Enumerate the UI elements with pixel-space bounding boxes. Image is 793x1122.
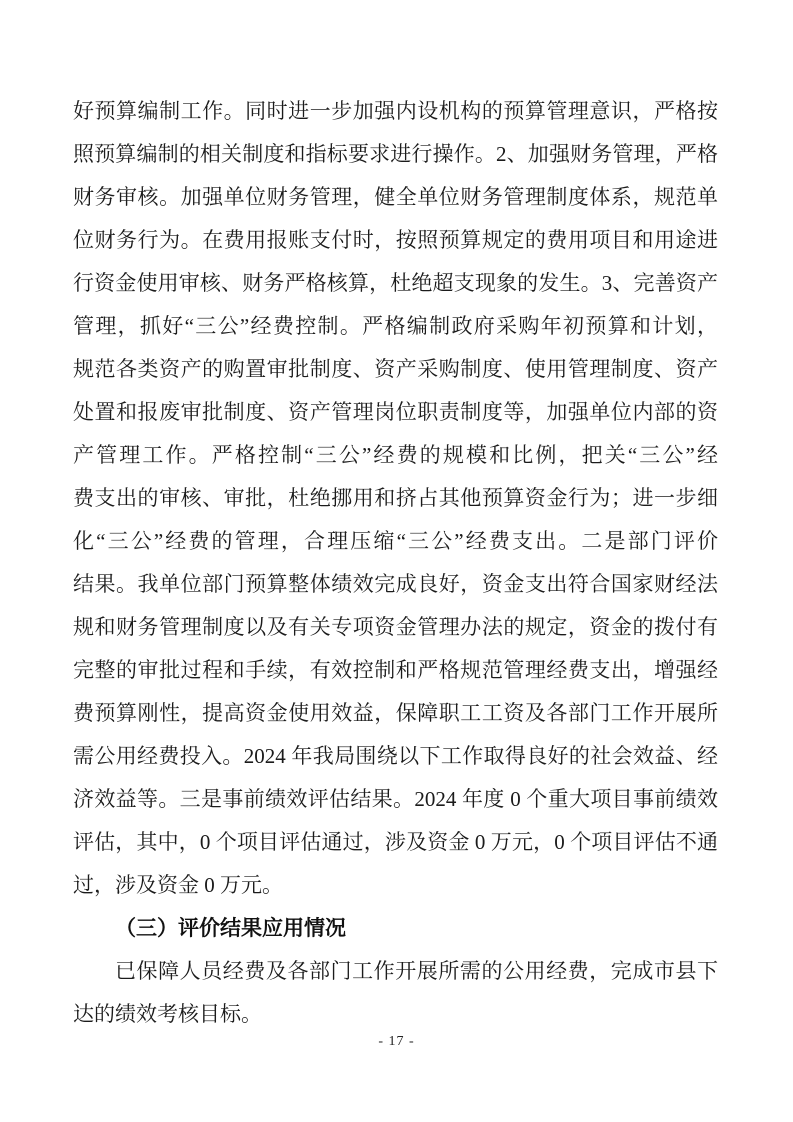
paragraph-line: 化“三公”经费的管理，合理压缩“三公”经费支出。二是部门评价 [73, 529, 718, 553]
paragraph-line: 完整的审批过程和手续，有效控制和严格规范管理经费支出，增强经 [73, 658, 718, 682]
paragraph-line: 结果。我单位部门预算整体绩效完成良好，资金支出符合国家财经法 [73, 572, 718, 596]
paragraph-line: 财务审核。加强单位财务管理，健全单位财务管理制度体系，规范单 [73, 185, 718, 209]
paragraph-line: 评估，其中，0 个项目评估通过，涉及资金 0 万元，0 个项目评估不通 [73, 830, 718, 854]
paragraph-line: 照预算编制的相关制度和指标要求进行操作。2、加强财务管理，严格 [73, 142, 718, 166]
text-block [73, 90, 718, 1036]
paragraph-line: 位财务行为。在费用报账支付时，按照预算规定的费用项目和用途进 [73, 228, 718, 252]
paragraph-line: 济效益等。三是事前绩效评估结果。2024 年度 0 个重大项目事前绩效 [73, 787, 718, 811]
section-heading: （三）评价结果应用情况 [115, 917, 346, 940]
paragraph-line: 好预算编制工作。同时进一步加强内设机构的预算管理意识，严格按 [73, 99, 718, 123]
paragraph-line: 行资金使用审核、财务严格核算，杜绝超支现象的发生。3、完善资产 [73, 271, 718, 295]
paragraph-line: 处置和报废审批制度、资产管理岗位职责制度等，加强单位内部的资 [73, 400, 718, 424]
paragraph-line: 过，涉及资金 0 万元。 [73, 873, 283, 897]
page-number: - 17 - [378, 1034, 415, 1049]
paragraph-line: 费预算刚性，提高资金使用效益，保障职工工资及各部门工作开展所 [73, 701, 718, 725]
paragraph-line: 规和财务管理制度以及有关专项资金管理办法的规定，资金的拨付有 [73, 615, 718, 639]
paragraph-line: 产管理工作。严格控制“三公”经费的规模和比例，把关“三公”经 [73, 443, 718, 467]
paragraph-line: 已保障人员经费及各部门工作开展所需的公用经费，完成市县下 [115, 959, 718, 983]
paragraph-line: 规范各类资产的购置审批制度、资产采购制度、使用管理制度、资产 [73, 357, 718, 381]
paragraph-line: 需公用经费投入。2024 年我局围绕以下工作取得良好的社会效益、经 [73, 744, 718, 768]
paragraph-line: 管理，抓好“三公”经费控制。严格编制政府采购年初预算和计划， [73, 314, 718, 338]
paragraph-line: 达的绩效考核目标。 [73, 1002, 262, 1026]
paragraph-line: 费支出的审核、审批，杜绝挪用和挤占其他预算资金行为；进一步细 [73, 486, 718, 510]
